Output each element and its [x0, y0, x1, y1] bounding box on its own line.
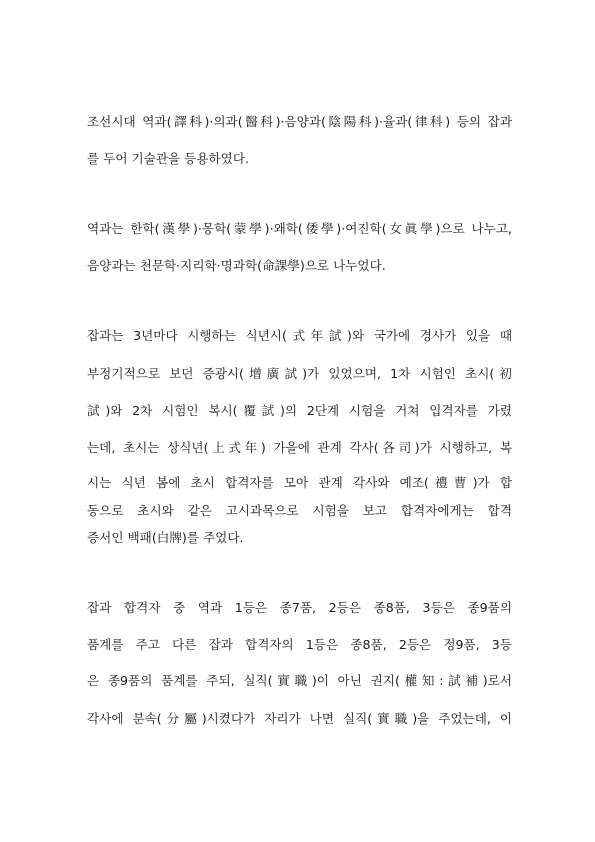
paragraph-4-line-4: 각사에 분속(分屬)시켰다가 자리가 나면 실직(實職)을 주었는데, 이	[87, 711, 512, 726]
paragraph-3-line-2: 부정기적으로 보던 증광시(增廣試)가 있었으며, 1차 시험인 초시(初	[87, 366, 512, 381]
paragraph-4-line-3: 은 종9품의 품계를 주되, 실직(實職)이 아닌 권지(權知:試補)로서	[87, 673, 512, 688]
paragraph-3-line-1: 잡과는 3년마다 시행하는 식년시(式年試)와 국가에 경사가 있을 때	[87, 328, 512, 343]
paragraph-1-line-1: 조선시대 역과(譯科)·의과(醫科)·음양과(陰陽科)·율과(律科) 등의 잡과	[87, 114, 512, 129]
paragraph-3-line-7: 증서인 백패(白牌)를 주었다.	[87, 530, 244, 545]
paragraph-4-line-2: 품계를 주고 다른 잡과 합격자의 1등은 종8품, 2등은 정9품, 3등	[87, 637, 512, 652]
paragraph-2-line-2: 음양과는 천문학·지리학·명과학(命課學)으로 나누었다.	[87, 258, 386, 273]
paragraph-2-line-1: 역과는 한학(漢學)·몽학(蒙學)·왜학(倭學)·여진학(女眞學)으로 나누고,	[87, 221, 512, 236]
paragraph-3-line-6: 동으로 초시와 같은 고시과목으로 시험을 보고 합격자에게는 합격	[87, 503, 512, 518]
paragraph-1-line-2: 를 두어 기술관을 등용하였다.	[87, 151, 249, 166]
paragraph-3-line-3: 試)와 2차 시험인 복시(覆試)의 2단계 시험을 거쳐 입격자를 가렸	[87, 403, 512, 418]
paragraph-3-line-4: 는데, 초시는 상식년(上式年) 가을에 관계 각사(各司)가 시행하고, 복	[87, 440, 512, 455]
paragraph-3-line-5: 시는 식년 봄에 초시 합격자를 모아 관계 각사와 예조(禮曹)가 합	[87, 475, 512, 490]
paragraph-4-line-1: 잡과 합격자 중 역과 1등은 종7품, 2등은 종8품, 3등은 종9품의	[87, 600, 512, 615]
